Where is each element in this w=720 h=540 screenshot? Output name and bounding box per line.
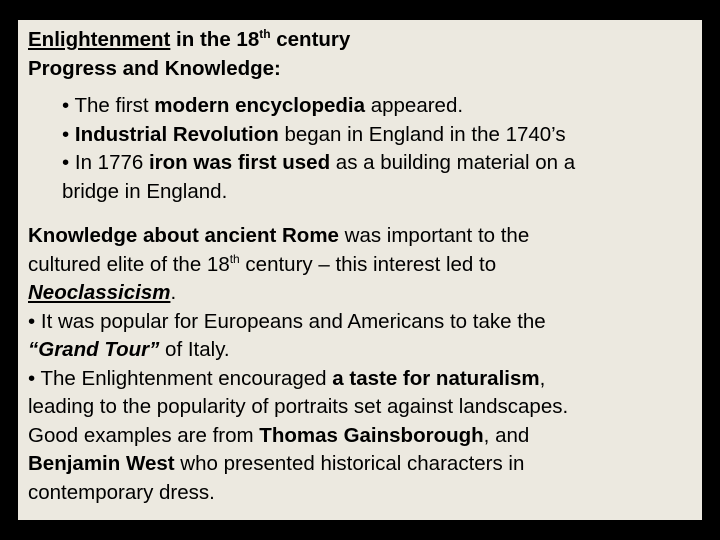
grand-tour-term: “Grand Tour” <box>28 338 160 361</box>
main-text-span: Good examples are from <box>28 423 260 447</box>
main-line <box>28 365 568 394</box>
main-text-span: was important to the <box>338 224 530 247</box>
title-text-end: century <box>270 28 351 51</box>
title-text: in the 18 <box>170 28 260 51</box>
main-text-span: of Italy. <box>159 338 230 361</box>
title-line-2: Progress and Knowledge: <box>28 56 281 80</box>
main-line: • It was popular for Europeans and Americans to take the <box>28 309 546 333</box>
bullet-text: • In 1776 <box>62 151 149 174</box>
main-text <box>28 222 568 507</box>
naturalism-bold: a taste for naturalism <box>332 366 540 390</box>
bullet-iron-cont: bridge in England. <box>62 179 228 203</box>
slide-title <box>28 26 350 83</box>
bullet-bold: Industrial Revolution <box>74 122 279 146</box>
main-text-span: . <box>170 281 177 304</box>
main-text-span: cultured elite of the 18 <box>28 252 230 276</box>
title-superscript: th <box>259 27 271 42</box>
main-line <box>28 336 568 365</box>
bullet-text: appeared. <box>365 94 464 117</box>
gainsborough-bold: Thomas Gainsborough <box>259 423 484 447</box>
bullet-bold: iron was first used <box>148 151 331 174</box>
main-line <box>28 251 568 280</box>
bullet-text: • The first <box>62 94 155 117</box>
bullet-iron <box>62 149 575 178</box>
main-line <box>28 450 568 479</box>
bullet-bold: modern encyclopedia <box>154 94 366 117</box>
slide <box>18 20 702 520</box>
bullet-text: as a building material on a <box>330 151 576 174</box>
title-line-1 <box>28 26 350 55</box>
west-bold: Benjamin West <box>28 452 175 475</box>
main-text-span: • The Enlightenment encouraged <box>28 366 333 390</box>
title-enlightenment: Enlightenment <box>28 28 171 51</box>
main-text-span: who presented historical characters in <box>174 452 525 475</box>
main-line <box>28 279 568 308</box>
bullet-encyclopedia <box>62 92 575 121</box>
neoclassicism-term: Neoclassicism <box>28 281 171 304</box>
indented-bullet-list <box>62 92 575 206</box>
main-line <box>28 422 568 451</box>
main-text-span: century – this interest led to <box>239 252 497 276</box>
main-text-span: , <box>539 366 546 390</box>
main-line: leading to the popularity of portraits set against landscapes. <box>28 395 569 418</box>
bullet-text: • <box>62 122 75 146</box>
main-line <box>28 222 568 251</box>
main-line: contemporary dress. <box>28 480 215 504</box>
main-text-span: , and <box>483 423 530 447</box>
superscript: th <box>229 251 240 266</box>
rome-bold: Knowledge about ancient Rome <box>28 224 339 247</box>
bullet-industrial <box>62 121 575 150</box>
bullet-text: began in England in the 1740’s <box>278 122 566 146</box>
